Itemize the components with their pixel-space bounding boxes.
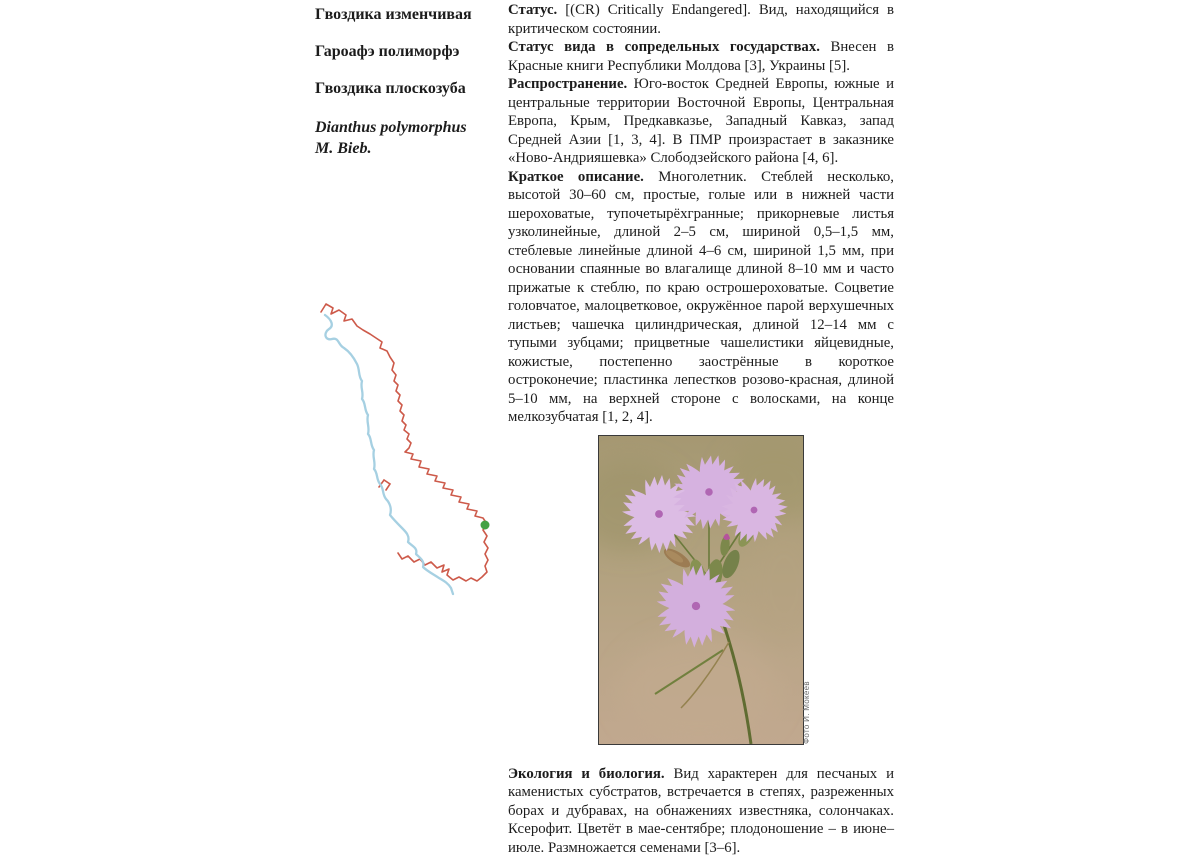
border-line [321,304,488,581]
species-names-column [315,4,477,175]
paragraph-adjacent-states-text: Внесен в Красные книги Республики Молдова [3], Украины [5]. [508,39,894,74]
paragraph-status-label: Статус. [508,2,557,18]
occurrence-dot [481,521,490,530]
paragraph-status [508,1,894,38]
species-photo [598,435,804,745]
paragraph-adjacent-states [508,38,894,75]
article-column [508,1,894,857]
paragraph-distribution [508,75,894,168]
species-name-russian-alt: Гвоздика плоскозуба [315,78,477,99]
paragraph-ecology-text: Вид характерен для песчаных и каменистых субстратов, встречается в степях, разреженных борах и дубравах, на обнажениях известняка, солончаках. Ксерофит. Цветёт в мае-сентябре; плодоношение – в июне–июле. Размножается семенами [3–6]. [508,766,894,856]
paragraph-description-text: Многолетник. Стеблей несколько, высотой 30–60 см, простые, голые или в нижней части шероховатые, тупочетырёхгранные; прикорневые листья узколинейные, длиной 2–5 см, шириной 0,5–1,5 мм, стеблевые линейные длиной 4–6 см, шириной 1,5 мм, при основании спаянные во влагалище длиной 8–10 мм и часто прижатые к стеблю, по краю острошероховатые. Соцветие головчатое, малоцветковое, окружённое парой верхушечных листьев; чашечка цилиндрическая, длиной 12–14 мм с тупыми зубцами; прицветные чашелистики яйцевидные, кожистые, постепенно заострённые в короткое остроконечие; пластинка лепестков розово-красная, длиной 5–10 мм, на верхней стороне с волосками, на конце мелкозубчатая [1, 2, 4]. [508,169,894,426]
paragraph-description [508,168,894,427]
river-line [325,315,453,594]
paragraph-ecology [508,765,894,857]
paragraph-status-text: [(CR) Critically Endangered]. Вид, находящийся в критическом состоянии. [508,2,894,37]
paragraph-description-label: Краткое описание. [508,169,644,185]
flower-photo-art [599,436,803,744]
paragraph-distribution-text: Юго-восток Средней Европы, южные и центральные территории Восточной Европы, Центральная Европа, Крым, Предкавказье, Западный Кавказ, запад Средней Азии [1, 3, 4]. В ПМР произрастает в заказнике «Ново-Андрияшевка» Слободзейского района [4, 6]. [508,76,894,166]
range-map [301,291,501,599]
photo-credit: Фото И. Мокеев [798,681,817,744]
species-name-latin: Dianthus polymorphus M. Bieb. [315,117,477,159]
species-name-russian: Гвоздика изменчивая [315,4,477,25]
paragraph-distribution-label: Распространение. [508,76,627,92]
paragraph-ecology-label: Экология и биология. [508,766,665,782]
paragraph-adjacent-states-label: Статус вида в сопредельных государствах. [508,39,820,55]
species-name-moldovan: Гароафэ полиморфэ [315,41,477,62]
